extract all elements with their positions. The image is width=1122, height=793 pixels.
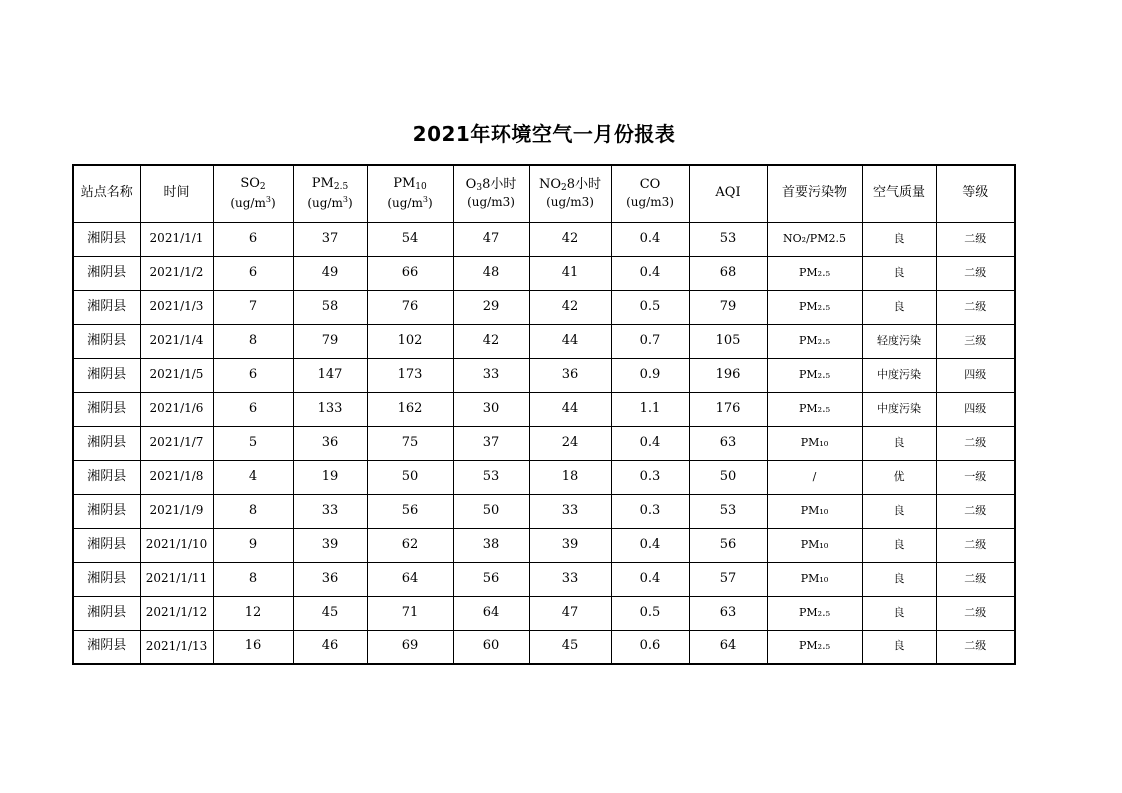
o3-cell: 29 [453,290,529,324]
date-cell: 2021/1/4 [140,324,213,358]
table-row [73,256,1015,290]
pm10-cell: 62 [367,528,453,562]
so2-cell: 6 [213,256,293,290]
pm10-cell: 69 [367,630,453,664]
primary-pollutant-cell: PM₂.₅ [767,256,862,290]
aqi-cell: 53 [689,494,767,528]
primary-pollutant-cell: PM₂.₅ [767,630,862,664]
table-row [73,528,1015,562]
table-row [73,596,1015,630]
date-cell: 2021/1/11 [140,562,213,596]
air-quality-cell: 轻度污染 [862,324,936,358]
o3-cell: 56 [453,562,529,596]
table-row [73,290,1015,324]
header-time: 时间 [140,165,213,222]
pm25-cell: 133 [293,392,367,426]
station-cell: 湘阴县 [73,630,140,664]
date-cell: 2021/1/2 [140,256,213,290]
aqi-cell: 68 [689,256,767,290]
co-cell: 1.1 [611,392,689,426]
no2-cell: 47 [529,596,611,630]
grade-cell: 二级 [936,562,1015,596]
air-quality-table [72,164,1016,665]
pm25-cell: 33 [293,494,367,528]
o3-cell: 48 [453,256,529,290]
primary-pollutant-cell: PM₂.₅ [767,358,862,392]
so2-cell: 12 [213,596,293,630]
date-cell: 2021/1/6 [140,392,213,426]
o3-cell: 38 [453,528,529,562]
station-cell: 湘阴县 [73,358,140,392]
o3-cell: 53 [453,460,529,494]
date-cell: 2021/1/5 [140,358,213,392]
pm10-cell: 56 [367,494,453,528]
pm10-cell: 162 [367,392,453,426]
so2-cell: 6 [213,392,293,426]
no2-cell: 24 [529,426,611,460]
aqi-cell: 105 [689,324,767,358]
table-row [73,630,1015,664]
co-cell: 0.3 [611,494,689,528]
primary-pollutant-cell: PM₂.₅ [767,324,862,358]
primary-pollutant-cell: / [767,460,862,494]
primary-pollutant-cell: PM₁₀ [767,494,862,528]
co-cell: 0.9 [611,358,689,392]
air-quality-cell: 良 [862,596,936,630]
table-row [73,426,1015,460]
pm10-cell: 64 [367,562,453,596]
header-so2: $SO_2$ $(ug/m^3)$ [213,165,293,222]
date-cell: 2021/1/1 [140,222,213,256]
o3-cell: 33 [453,358,529,392]
pm10-cell: 173 [367,358,453,392]
primary-pollutant-cell: PM₂.₅ [767,596,862,630]
station-cell: 湘阴县 [73,528,140,562]
o3-cell: 37 [453,426,529,460]
station-cell: 湘阴县 [73,392,140,426]
no2-cell: 33 [529,494,611,528]
grade-cell: 三级 [936,324,1015,358]
pm10-cell: 75 [367,426,453,460]
co-cell: 0.5 [611,290,689,324]
o3-cell: 47 [453,222,529,256]
primary-pollutant-cell: PM₂.₅ [767,290,862,324]
primary-pollutant-cell: NO₂/PM2.5 [767,222,862,256]
air-quality-cell: 良 [862,494,936,528]
station-cell: 湘阴县 [73,290,140,324]
grade-cell: 二级 [936,528,1015,562]
no2-cell: 44 [529,392,611,426]
pm25-cell: 49 [293,256,367,290]
pm25-cell: 37 [293,222,367,256]
no2-cell: 36 [529,358,611,392]
grade-cell: 二级 [936,630,1015,664]
station-cell: 湘阴县 [73,324,140,358]
station-cell: 湘阴县 [73,494,140,528]
grade-cell: 四级 [936,392,1015,426]
pm10-cell: 66 [367,256,453,290]
o3-cell: 50 [453,494,529,528]
o3-cell: 60 [453,630,529,664]
co-cell: 0.4 [611,562,689,596]
air-quality-cell: 良 [862,290,936,324]
air-quality-cell: 优 [862,460,936,494]
no2-cell: 33 [529,562,611,596]
no2-cell: 45 [529,630,611,664]
date-cell: 2021/1/3 [140,290,213,324]
pm25-cell: 39 [293,528,367,562]
air-quality-cell: 良 [862,256,936,290]
table-row [73,392,1015,426]
station-cell: 湘阴县 [73,460,140,494]
grade-cell: 二级 [936,494,1015,528]
header-o3: $O_38$小时 (ug/m3) [453,165,529,222]
aqi-cell: 56 [689,528,767,562]
date-cell: 2021/1/7 [140,426,213,460]
so2-cell: 7 [213,290,293,324]
pm25-cell: 58 [293,290,367,324]
no2-cell: 42 [529,290,611,324]
pm25-cell: 147 [293,358,367,392]
header-pm25: $PM_{2.5}$ $(ug/m^3)$ [293,165,367,222]
header-aqi: AQI [689,165,767,222]
header-station: 站点名称 [73,165,140,222]
aqi-cell: 196 [689,358,767,392]
no2-cell: 44 [529,324,611,358]
co-cell: 0.7 [611,324,689,358]
so2-cell: 8 [213,324,293,358]
aqi-cell: 64 [689,630,767,664]
primary-pollutant-cell: PM₁₀ [767,528,862,562]
pm10-cell: 71 [367,596,453,630]
aqi-cell: 63 [689,426,767,460]
so2-cell: 6 [213,358,293,392]
station-cell: 湘阴县 [73,426,140,460]
pm25-cell: 45 [293,596,367,630]
date-cell: 2021/1/12 [140,596,213,630]
aqi-cell: 57 [689,562,767,596]
pm10-cell: 50 [367,460,453,494]
no2-cell: 41 [529,256,611,290]
no2-cell: 42 [529,222,611,256]
station-cell: 湘阴县 [73,256,140,290]
air-quality-cell: 良 [862,222,936,256]
grade-cell: 一级 [936,460,1015,494]
grade-cell: 二级 [936,596,1015,630]
header-grade: 等级 [936,165,1015,222]
co-cell: 0.4 [611,256,689,290]
so2-cell: 6 [213,222,293,256]
station-cell: 湘阴县 [73,596,140,630]
pm25-cell: 36 [293,426,367,460]
primary-pollutant-cell: PM₂.₅ [767,392,862,426]
o3-cell: 42 [453,324,529,358]
o3-cell: 30 [453,392,529,426]
header-pm10: $PM_{10}$ $(ug/m^3)$ [367,165,453,222]
grade-cell: 二级 [936,222,1015,256]
so2-cell: 8 [213,562,293,596]
grade-cell: 二级 [936,426,1015,460]
co-cell: 0.4 [611,222,689,256]
header-primary-pollutant: 首要污染物 [767,165,862,222]
so2-cell: 5 [213,426,293,460]
primary-pollutant-cell: PM₁₀ [767,426,862,460]
header-no2: $NO_28$小时 (ug/m3) [529,165,611,222]
co-cell: 0.5 [611,596,689,630]
pm10-cell: 54 [367,222,453,256]
header-co: CO (ug/m3) [611,165,689,222]
table-header-row [73,165,1015,222]
table-row [73,562,1015,596]
date-cell: 2021/1/9 [140,494,213,528]
station-cell: 湘阴县 [73,562,140,596]
grade-cell: 四级 [936,358,1015,392]
table-row [73,460,1015,494]
table-body [73,222,1015,664]
o3-cell: 64 [453,596,529,630]
aqi-cell: 79 [689,290,767,324]
primary-pollutant-cell: PM₁₀ [767,562,862,596]
pm25-cell: 19 [293,460,367,494]
pm25-cell: 36 [293,562,367,596]
air-quality-cell: 良 [862,562,936,596]
pm25-cell: 46 [293,630,367,664]
grade-cell: 二级 [936,290,1015,324]
air-quality-cell: 中度污染 [862,358,936,392]
table-row [73,324,1015,358]
air-quality-cell: 良 [862,630,936,664]
so2-cell: 4 [213,460,293,494]
date-cell: 2021/1/13 [140,630,213,664]
aqi-cell: 50 [689,460,767,494]
co-cell: 0.4 [611,528,689,562]
grade-cell: 二级 [936,256,1015,290]
pm10-cell: 102 [367,324,453,358]
aqi-cell: 176 [689,392,767,426]
table-row [73,358,1015,392]
report-title: 2021年环境空气一月份报表 [412,122,676,146]
air-quality-cell: 中度污染 [862,392,936,426]
no2-cell: 18 [529,460,611,494]
so2-cell: 9 [213,528,293,562]
date-cell: 2021/1/8 [140,460,213,494]
co-cell: 0.6 [611,630,689,664]
header-air-quality: 空气质量 [862,165,936,222]
so2-cell: 8 [213,494,293,528]
air-quality-cell: 良 [862,426,936,460]
date-cell: 2021/1/10 [140,528,213,562]
pm10-cell: 76 [367,290,453,324]
station-cell: 湘阴县 [73,222,140,256]
co-cell: 0.3 [611,460,689,494]
aqi-cell: 63 [689,596,767,630]
no2-cell: 39 [529,528,611,562]
table-row [73,222,1015,256]
so2-cell: 16 [213,630,293,664]
co-cell: 0.4 [611,426,689,460]
pm25-cell: 79 [293,324,367,358]
table-row [73,494,1015,528]
air-quality-cell: 良 [862,528,936,562]
aqi-cell: 53 [689,222,767,256]
